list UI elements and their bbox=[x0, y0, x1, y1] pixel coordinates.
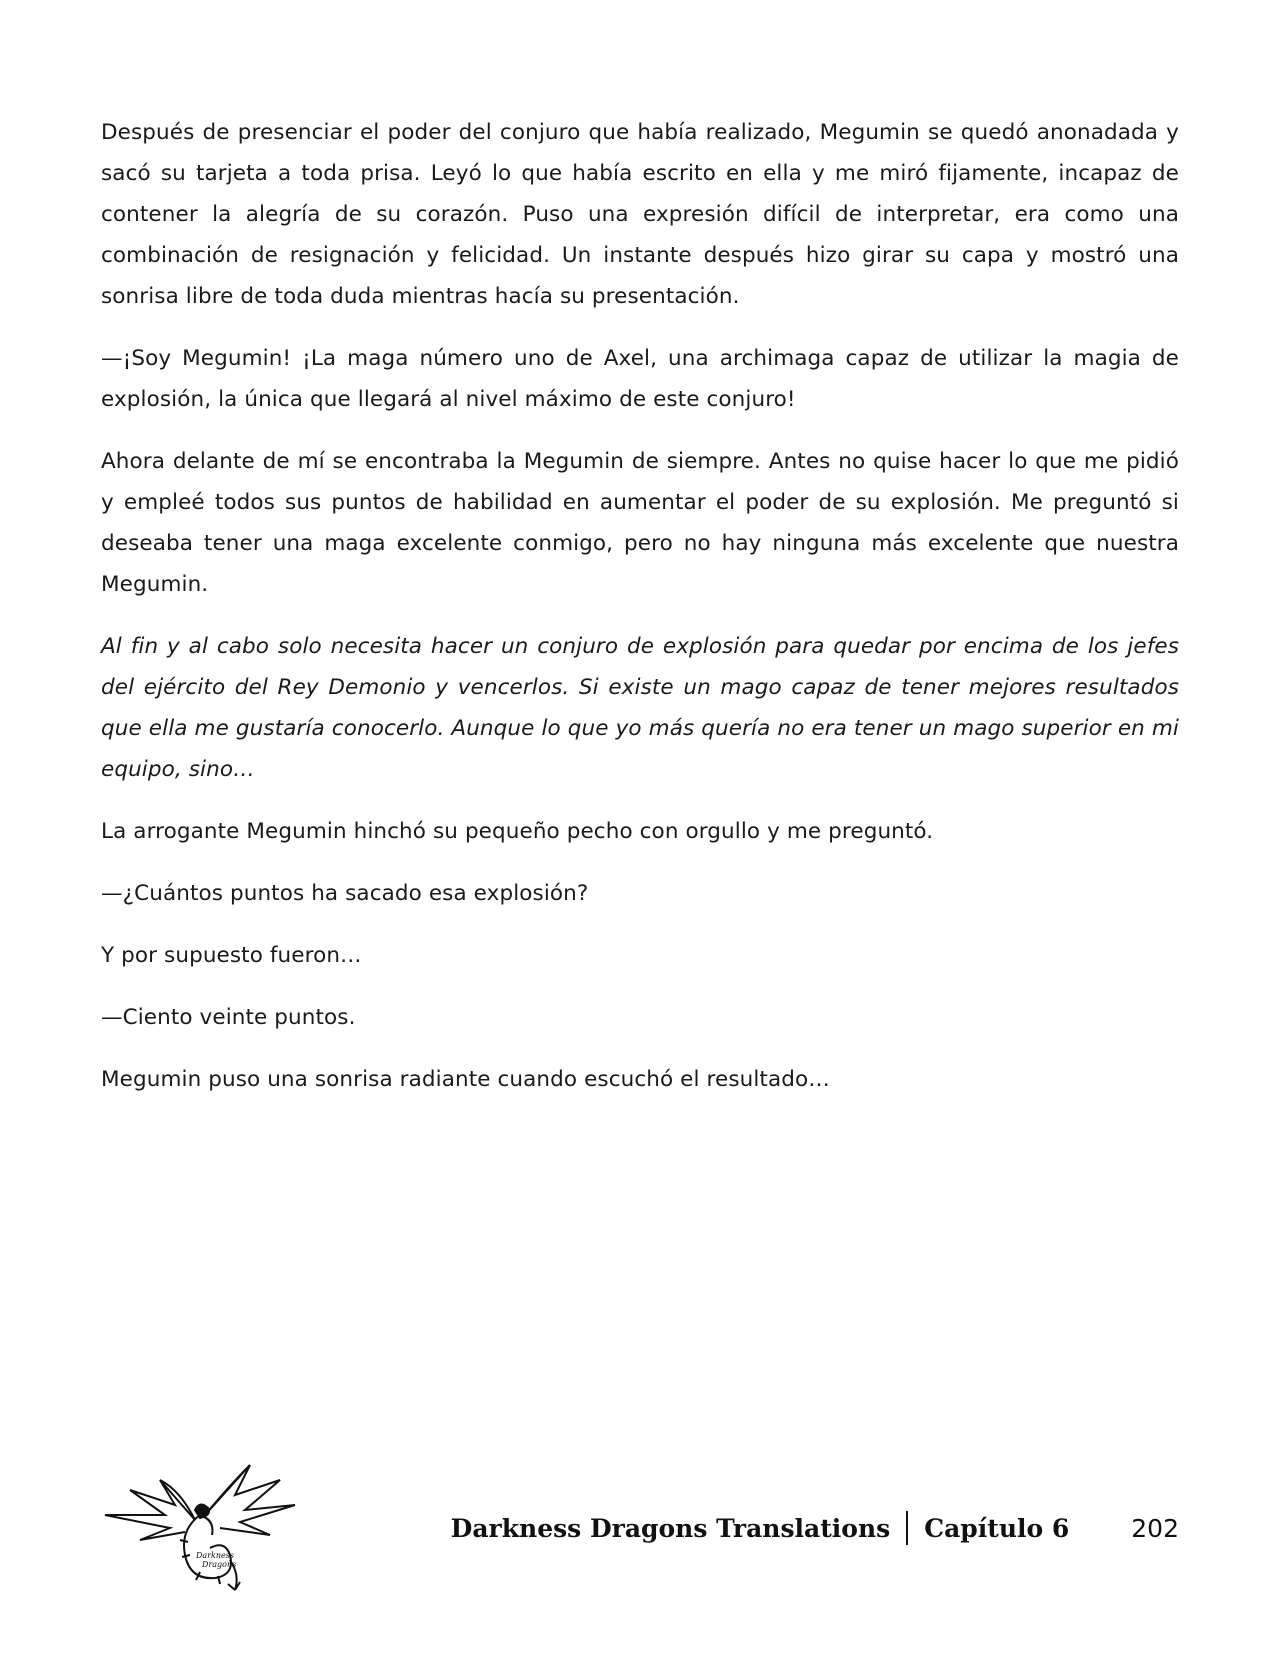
page-number: 202 bbox=[1131, 1513, 1179, 1543]
page-footer bbox=[0, 1440, 1280, 1620]
paragraph-8: —Ciento veinte puntos. bbox=[101, 1005, 356, 1030]
footer-credit bbox=[451, 1511, 1179, 1545]
logo-text-2: Dragons bbox=[202, 1560, 237, 1569]
publisher-name: Darkness Dragons Translations bbox=[450, 1513, 891, 1543]
logo-text: Darkness bbox=[196, 1551, 234, 1560]
paragraph-7: Y por supuesto fueron… bbox=[101, 943, 362, 968]
paragraph-6: —¿Cuántos puntos ha sacado esa explosión? bbox=[101, 881, 589, 906]
paragraph-9: Megumin puso una sonrisa radiante cuando escuchó el resultado… bbox=[101, 1067, 830, 1092]
chapter-label: Capítulo 6 bbox=[924, 1513, 1070, 1543]
footer-separator bbox=[906, 1511, 908, 1545]
dragon-logo-icon bbox=[100, 1460, 300, 1600]
paragraph-2: —¡Soy Megumin! ¡La maga número uno de Axel, una archimaga capaz de utilizar la magia de explosión, la única que llegará al nivel máximo de este conjuro! bbox=[101, 346, 1179, 412]
paragraph-3: Ahora delante de mí se encontraba la Megumin de siempre. Antes no quise hacer lo que me pidió y empleé todos sus puntos de habilidad en aumentar el poder de su explosión. Me preguntó si deseaba tener una maga excelente conmigo, pero no hay ninguna más excelente que nuestra Megumin. bbox=[101, 449, 1179, 597]
page-body bbox=[101, 112, 1179, 1121]
paragraph-4-italic: Al fin y al cabo solo necesita hacer un conjuro de explosión para quedar por encima de los jefes del ejército del Rey Demonio y vencerlos. Si existe un mago capaz de tener mejores resultados que ella me gustaría conocerlo. Aunque lo que yo más quería no era tener un mago superior en mi equipo, sino… bbox=[101, 634, 1179, 782]
paragraph-5: La arrogante Megumin hinchó su pequeño pecho con orgullo y me preguntó. bbox=[101, 819, 934, 844]
paragraph-1: Después de presenciar el poder del conjuro que había realizado, Megumin se quedó anonadada y sacó su tarjeta a toda prisa. Leyó lo que había escrito en ella y me miró fijamente, incapaz de contener la alegría de su corazón. Puso una expresión difícil de interpretar, era como una combinación de resignación y felicidad. Un instante después hizo girar su capa y mostró una sonrisa libre de toda duda mientras hacía su presentación. bbox=[101, 120, 1179, 309]
